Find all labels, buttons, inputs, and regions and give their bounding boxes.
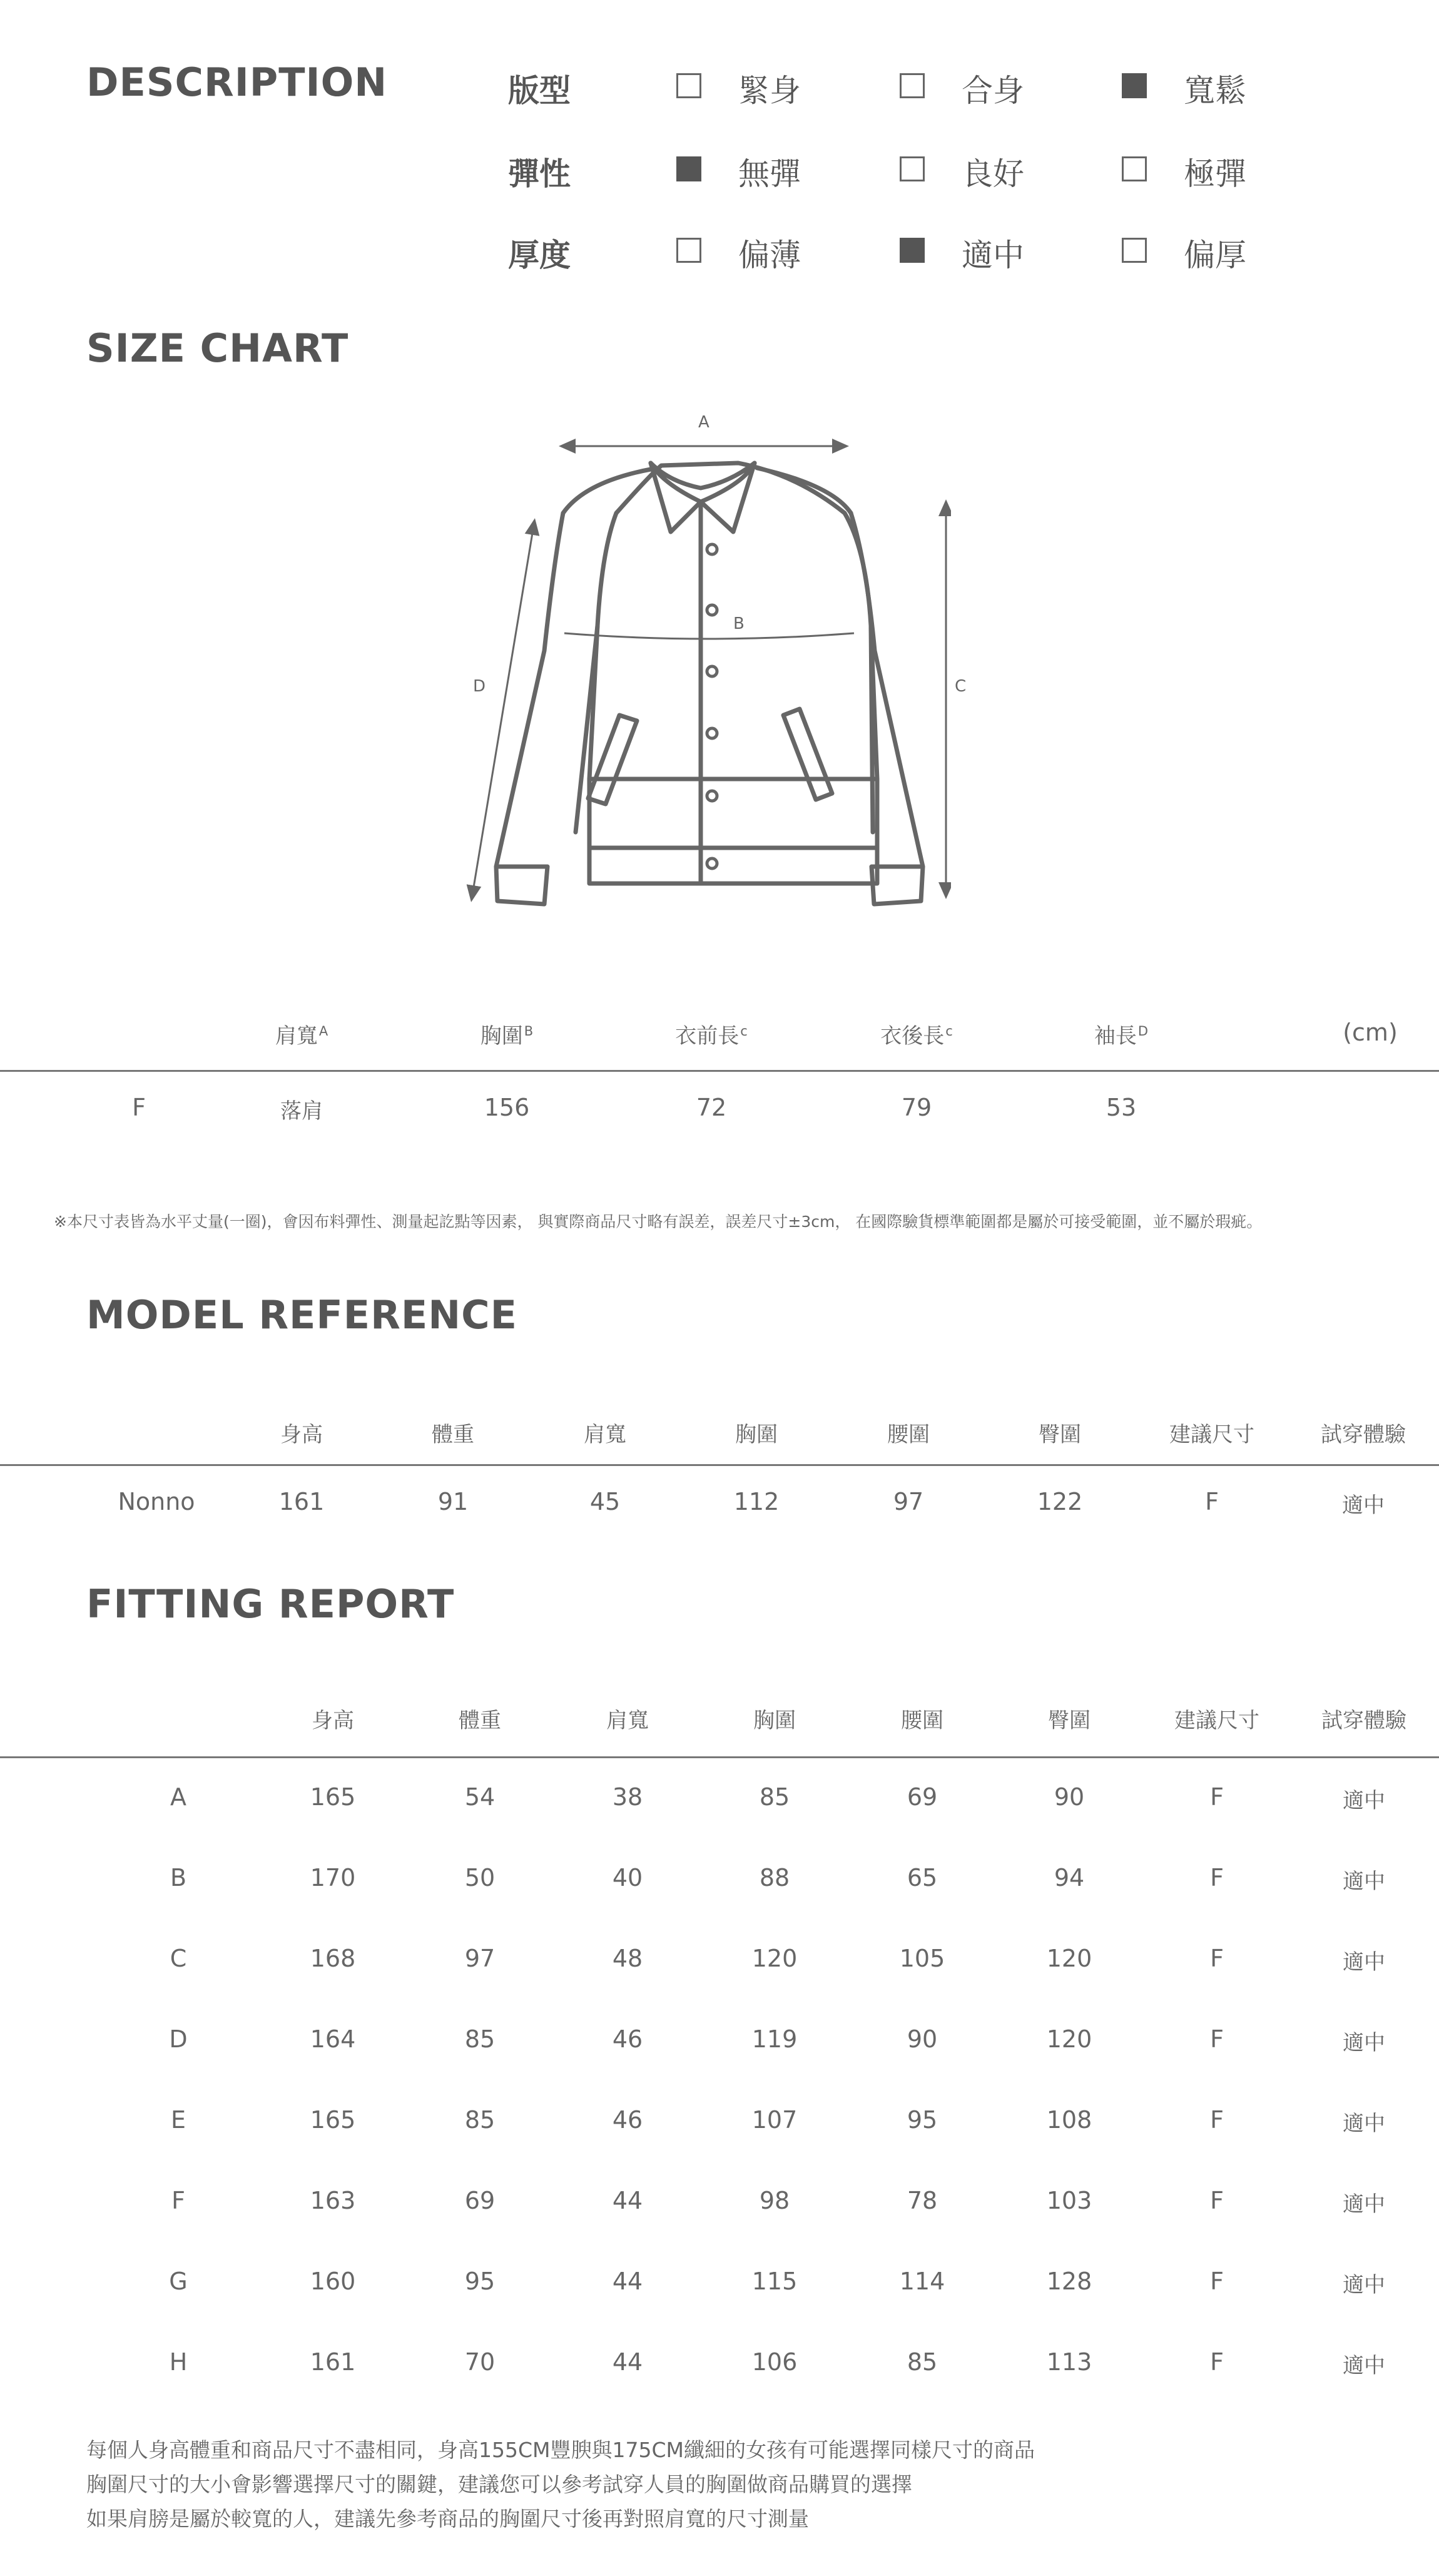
footer-note-3: 如果肩膀是屬於較寬的人，建議先參考商品的胸圍尺寸後再對照肩寬的尺寸測量: [86, 2507, 809, 2531]
table-cell: 適中: [1343, 2273, 1385, 2298]
fit-label: 版型: [508, 73, 571, 109]
model-reference-divider: [0, 1464, 1439, 1466]
measure-label-c: C: [955, 677, 967, 696]
table-row-name: B: [170, 1864, 187, 1891]
fit-tight-checkbox[interactable]: [676, 73, 701, 98]
table-cell: 91: [437, 1488, 469, 1515]
table-cell: 120: [751, 1945, 798, 1972]
fitting-report-header-5: 臀圍: [1048, 1708, 1091, 1733]
table-cell: F: [1210, 2106, 1224, 2134]
table-cell: 85: [464, 2025, 496, 2053]
table-cell: 44: [612, 2268, 643, 2295]
stretch-good-label: 良好: [962, 156, 1024, 192]
table-cell: 44: [612, 2187, 643, 2214]
size-header-back-length: 衣後長$^c$: [880, 1023, 953, 1049]
table-cell: 適中: [1343, 2030, 1385, 2055]
table-cell: 168: [310, 1945, 356, 1972]
table-cell: 94: [1054, 1864, 1085, 1891]
table-row-name: Nonno: [118, 1488, 195, 1515]
jacket-diagram: [463, 407, 951, 926]
description-heading: DESCRIPTION: [86, 59, 388, 105]
model-reference-header-0: 身高: [280, 1422, 323, 1447]
table-cell: 46: [612, 2106, 643, 2134]
table-cell: 163: [310, 2187, 356, 2214]
measure-line-b: [564, 633, 854, 639]
size-row-label: F: [132, 1094, 146, 1121]
table-cell: 78: [907, 2187, 938, 2214]
table-row-name: F: [171, 2187, 185, 2214]
size-header-shoulder: 肩寬$^A$: [275, 1023, 328, 1049]
size-value-front-length: 72: [696, 1094, 727, 1121]
table-cell: 適中: [1343, 2192, 1385, 2217]
table-cell: 69: [464, 2187, 496, 2214]
table-cell: 97: [893, 1488, 924, 1515]
table-cell: 97: [464, 1945, 496, 1972]
table-cell: 45: [589, 1488, 621, 1515]
size-value-chest: 156: [484, 1094, 530, 1121]
table-cell: 115: [751, 2268, 798, 2295]
table-cell: 170: [310, 1864, 356, 1891]
size-value-shoulder: 落肩: [280, 1099, 323, 1124]
table-cell: 54: [464, 1783, 496, 1811]
fit-loose-label: 寬鬆: [1184, 73, 1246, 109]
thickness-thick-checkbox[interactable]: [1122, 238, 1147, 263]
model-reference-header-1: 體重: [432, 1422, 474, 1447]
size-value-sleeve-length: 53: [1106, 1094, 1137, 1121]
right-sleeve-outer: [851, 513, 923, 867]
fitting-report-header-4: 腰圍: [901, 1708, 943, 1733]
hem-band: [589, 848, 877, 883]
model-reference-header-3: 胸圍: [735, 1422, 778, 1447]
table-cell: 適中: [1343, 1950, 1385, 1975]
fit-tight-label: 緊身: [738, 73, 801, 109]
table-cell: 70: [464, 2348, 496, 2376]
table-cell: 90: [907, 2025, 938, 2053]
table-cell: 90: [1054, 1783, 1085, 1811]
fit-regular-label: 合身: [962, 73, 1024, 109]
table-cell: 119: [751, 2025, 798, 2053]
measure-label-d: D: [473, 677, 486, 696]
table-cell: 95: [907, 2106, 938, 2134]
table-cell: F: [1210, 2348, 1224, 2376]
table-cell: 85: [907, 2348, 938, 2376]
table-cell: 適中: [1343, 2353, 1385, 2378]
size-table-divider: [0, 1070, 1439, 1072]
size-header-front-length: 衣前長$^c$: [675, 1023, 748, 1049]
thickness-medium-label: 適中: [962, 237, 1024, 273]
table-cell: F: [1210, 2268, 1224, 2295]
fitting-report-header-2: 肩寬: [606, 1708, 649, 1733]
table-cell: 161: [278, 1488, 325, 1515]
table-cell: 103: [1046, 2187, 1092, 2214]
table-cell: 120: [1046, 1945, 1092, 1972]
size-value-back-length: 79: [901, 1094, 932, 1121]
table-row-name: C: [170, 1945, 187, 1972]
table-cell: F: [1205, 1488, 1219, 1515]
fitting-report-header-6: 建議尺寸: [1174, 1708, 1259, 1733]
table-cell: 85: [759, 1783, 790, 1811]
table-cell: 112: [733, 1488, 780, 1515]
fitting-report-header-0: 身高: [312, 1708, 354, 1733]
table-cell: 165: [310, 2106, 356, 2134]
model-reference-header-7: 試穿體驗: [1321, 1422, 1406, 1447]
model-reference-header-6: 建議尺寸: [1169, 1422, 1254, 1447]
table-cell: 適中: [1343, 1788, 1385, 1813]
table-row-name: H: [169, 2348, 188, 2376]
table-cell: 46: [612, 2025, 643, 2053]
table-cell: 69: [907, 1783, 938, 1811]
size-disclaimer-note: ※本尺寸表皆為水平丈量(一圈)，會因布料彈性、測量起訖點等因素， 與實際商品尺寸略有誤差，誤差尺寸±3cm， 在國際驗貨標準範圍都是屬於可接受範圍，並不屬於瑕疵。: [54, 1213, 1263, 1231]
collar: [651, 463, 755, 502]
table-cell: 65: [907, 1864, 938, 1891]
stretch-high-label: 極彈: [1184, 156, 1246, 192]
table-cell: 98: [759, 2187, 790, 2214]
table-cell: F: [1210, 2187, 1224, 2214]
fitting-report-header-1: 體重: [459, 1708, 501, 1733]
table-cell: 38: [612, 1783, 643, 1811]
table-cell: F: [1210, 1783, 1224, 1811]
size-chart-heading: SIZE CHART: [86, 325, 349, 371]
model-reference-heading: MODEL REFERENCE: [86, 1292, 517, 1338]
footer-note-2: 胸圍尺寸的大小會影響選擇尺寸的關鍵，建議您可以參考試穿人員的胸圍做商品購買的選擇: [86, 2472, 912, 2497]
stretch-none-label: 無彈: [738, 156, 801, 192]
table-row-name: A: [170, 1783, 186, 1811]
table-cell: 44: [612, 2348, 643, 2376]
table-cell: 107: [751, 2106, 798, 2134]
table-row-name: D: [169, 2025, 188, 2053]
fitting-report-heading: FITTING REPORT: [86, 1581, 455, 1627]
table-cell: 105: [899, 1945, 945, 1972]
right-sleeve-inner: [871, 626, 873, 832]
table-cell: 122: [1037, 1488, 1083, 1515]
table-cell: 適中: [1343, 1869, 1385, 1894]
size-unit: (cm): [1343, 1019, 1398, 1046]
thickness-medium-checkbox[interactable]: [900, 238, 925, 263]
table-cell: F: [1210, 2025, 1224, 2053]
table-cell: 114: [899, 2268, 945, 2295]
table-cell: 95: [464, 2268, 496, 2295]
thickness-thin-label: 偏薄: [738, 237, 801, 273]
stretch-none-checkbox[interactable]: [676, 156, 701, 181]
right-pocket: [783, 709, 832, 800]
table-row-name: G: [169, 2268, 188, 2295]
table-cell: 160: [310, 2268, 356, 2295]
fitting-report-header-3: 胸圍: [753, 1708, 796, 1733]
fitting-report-header-7: 試穿體驗: [1321, 1708, 1406, 1733]
fit-regular-checkbox[interactable]: [900, 73, 925, 98]
measure-label-b: B: [733, 614, 745, 633]
size-header-chest: 胸圍$^B$: [480, 1023, 534, 1049]
jacket-buttons: [707, 544, 717, 868]
table-cell: 48: [612, 1945, 643, 1972]
footer-note-1: 每個人身高體重和商品尺寸不盡相同，身高155CM豐腴與175CM纖細的女孩有可能選擇同樣尺寸的商品: [86, 2438, 1035, 2462]
table-cell: 113: [1046, 2348, 1092, 2376]
table-row-name: E: [170, 2106, 186, 2134]
left-pocket: [588, 715, 637, 804]
model-reference-header-4: 腰圍: [887, 1422, 930, 1447]
table-cell: 106: [751, 2348, 798, 2376]
thickness-thin-checkbox[interactable]: [676, 238, 701, 263]
table-cell: 85: [464, 2106, 496, 2134]
table-cell: 適中: [1342, 1493, 1385, 1518]
table-cell: 161: [310, 2348, 356, 2376]
table-cell: 40: [612, 1864, 643, 1891]
stretch-good-checkbox[interactable]: [900, 156, 925, 181]
stretch-high-checkbox[interactable]: [1122, 156, 1147, 181]
table-cell: F: [1210, 1945, 1224, 1972]
table-cell: 128: [1046, 2268, 1092, 2295]
table-cell: 164: [310, 2025, 356, 2053]
left-cuff: [496, 867, 547, 904]
measure-label-a: A: [698, 413, 709, 432]
table-cell: 108: [1046, 2106, 1092, 2134]
size-header-sleeve-length: 袖長$^D$: [1094, 1023, 1149, 1049]
table-cell: 88: [759, 1864, 790, 1891]
model-reference-header-2: 肩寬: [584, 1422, 626, 1447]
fit-loose-checkbox[interactable]: [1122, 73, 1147, 98]
table-cell: 50: [464, 1864, 496, 1891]
thickness-thick-label: 偏厚: [1184, 237, 1246, 273]
model-reference-header-5: 臀圍: [1039, 1422, 1081, 1447]
fitting-report-divider: [0, 1756, 1439, 1758]
table-cell: F: [1210, 1864, 1224, 1891]
stretch-label: 彈性: [508, 156, 571, 192]
thickness-label: 厚度: [508, 237, 571, 273]
table-cell: 120: [1046, 2025, 1092, 2053]
table-cell: 165: [310, 1783, 356, 1811]
table-cell: 適中: [1343, 2111, 1385, 2136]
